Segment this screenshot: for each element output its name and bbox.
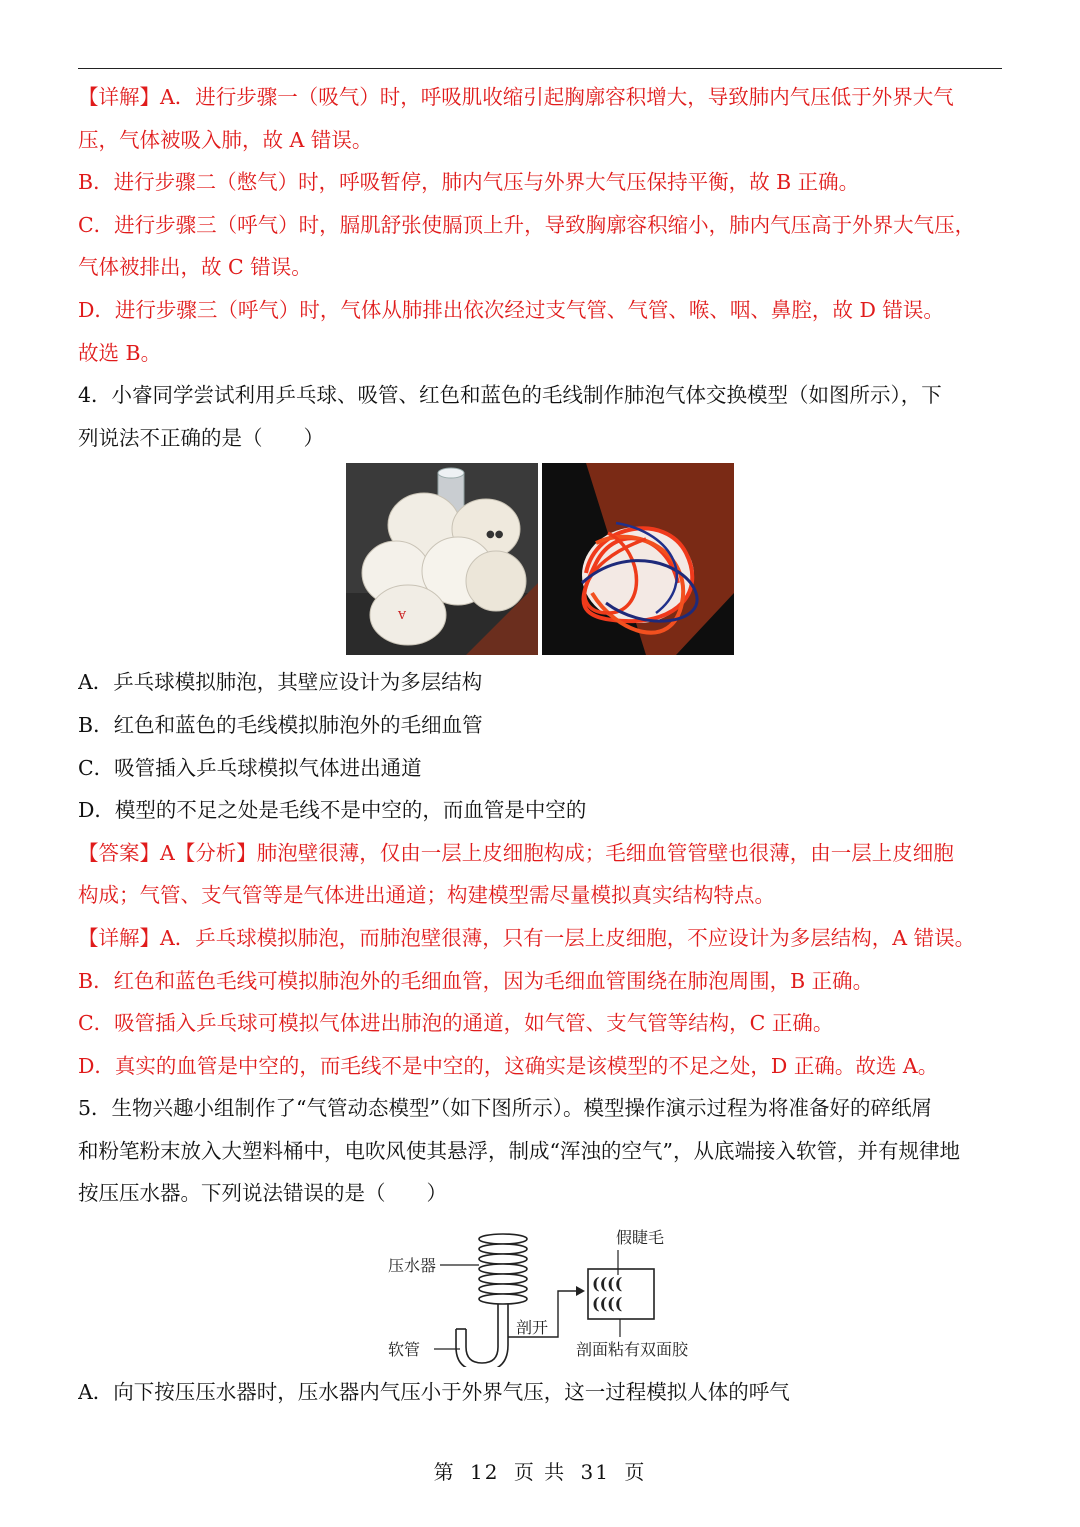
q5-stem-line-2: 和粉笔粉末放入大塑料桶中，电吹风使其悬浮，制成“浑浊的空气”，从底端接入软管，并有规律地 xyxy=(78,1138,960,1163)
q3-explanation-line: C．进行步骤三（呼气）时，膈肌舒张使膈顶上升，导致胸廓容积缩小，肺内气压高于外界大气压， xyxy=(78,212,976,237)
svg-text:Ɐ: Ɐ xyxy=(398,609,406,623)
footer-middle: 页 共 xyxy=(513,1460,567,1484)
q4-option-d: D．模型的不足之处是毛线不是中空的，而血管是中空的 xyxy=(78,798,587,823)
q3-explanation-line: 【详解】A．进行步骤一（吸气）时，呼吸肌收缩引起胸廓容积增大，导致肺内气压低于外界大气 xyxy=(78,85,954,109)
label-tape: 剖面粘有双面胶 xyxy=(576,1340,688,1360)
svg-text:((((: (((( xyxy=(592,1294,623,1314)
q4-answer-line-1: 【答案】A【分析】肺泡壁很薄，仅由一层上皮细胞构成；毛细血管管壁也很薄，由一层上皮细胞 xyxy=(78,840,954,865)
q3-explanation-line: 压，气体被吸入肺，故 A 错误。 xyxy=(78,127,373,152)
q3-explanation-line: D．进行步骤三（呼气）时，气体从肺排出依次经过支气管、气管、喉、咽、鼻腔，故 D 错误。 xyxy=(78,297,944,322)
q4-detail-line-4: D．真实的血管是中空的，而毛线不是中空的，这确实是该模型的不足之处，D 正确。故选 A。 xyxy=(78,1053,939,1078)
q4-option-a: A．乒乓球模拟肺泡，其壁应设计为多层结构 xyxy=(78,670,483,695)
q4-detail-line-3: C．吸管插入乒乓球可模拟气体进出肺泡的通道，如气管、支气管等结构，C 正确。 xyxy=(78,1011,834,1036)
q4-stem-line-1: 4．小睿同学尝试利用乒乓球、吸管、红色和蓝色的毛线制作肺泡气体交换模型（如图所示），下 xyxy=(78,383,942,408)
footer-page-number: 12 xyxy=(470,1460,500,1484)
top-rule xyxy=(78,68,1002,69)
footer-total-pages: 31 xyxy=(580,1460,610,1484)
q5-option-a: A．向下按压压水器时，压水器内气压小于外界气压，这一过程模拟人体的呼气 xyxy=(78,1380,790,1405)
q3-explanation-line: 故选 B。 xyxy=(78,340,162,365)
q4-answer-line-2: 构成；气管、支气管等是气体进出通道；构建模型需尽量模拟真实结构特点。 xyxy=(78,883,775,908)
label-hose: 软管 xyxy=(388,1340,421,1360)
q4-detail-line-2: B．红色和蓝色毛线可模拟肺泡外的毛细血管，因为毛细血管围绕在肺泡周围，B 正确。 xyxy=(78,968,874,993)
label-pump: 压水器 xyxy=(388,1256,437,1276)
q5-stem-line-1: 5．生物兴趣小组制作了“气管动态模型”（如下图所示）。模型操作演示过程为将准备好的碎纸屑 xyxy=(78,1096,933,1121)
q3-explanation-line: B．进行步骤二（憋气）时，呼吸暂停，肺内气压与外界大气压保持平衡，故 B 正确。 xyxy=(78,170,860,195)
q4-option-c: C．吸管插入乒乓球模拟气体进出通道 xyxy=(78,755,422,780)
q4-option-b: B．红色和蓝色的毛线模拟肺泡外的毛细血管 xyxy=(78,712,483,737)
q5-stem-line-3: 按压压水器。下列说法错误的是（ ） xyxy=(78,1181,447,1206)
page-footer xyxy=(0,1456,1080,1485)
q5-figure-diagram xyxy=(388,1225,688,1367)
q4-figure-photo xyxy=(346,463,734,655)
q4-detail-line-1: 【详解】A．乒乓球模拟肺泡，而肺泡壁很薄，只有一层上皮细胞，不应设计为多层结构，A 错误。 xyxy=(78,925,976,950)
label-cilia: 假睫毛 xyxy=(616,1228,665,1248)
page-content xyxy=(78,76,1004,1414)
svg-text:((((: (((( xyxy=(592,1274,623,1294)
q3-explanation xyxy=(78,76,1004,374)
svg-text:●●: ●● xyxy=(486,529,504,541)
q3-explanation-line: 气体被排出，故 C 错误。 xyxy=(78,255,312,280)
q4-stem-line-2: 列说法不正确的是（ ） xyxy=(78,425,324,450)
footer-suffix: 页 xyxy=(624,1460,647,1484)
label-cut: 剖开 xyxy=(516,1318,549,1338)
footer-prefix: 第 xyxy=(433,1460,456,1484)
